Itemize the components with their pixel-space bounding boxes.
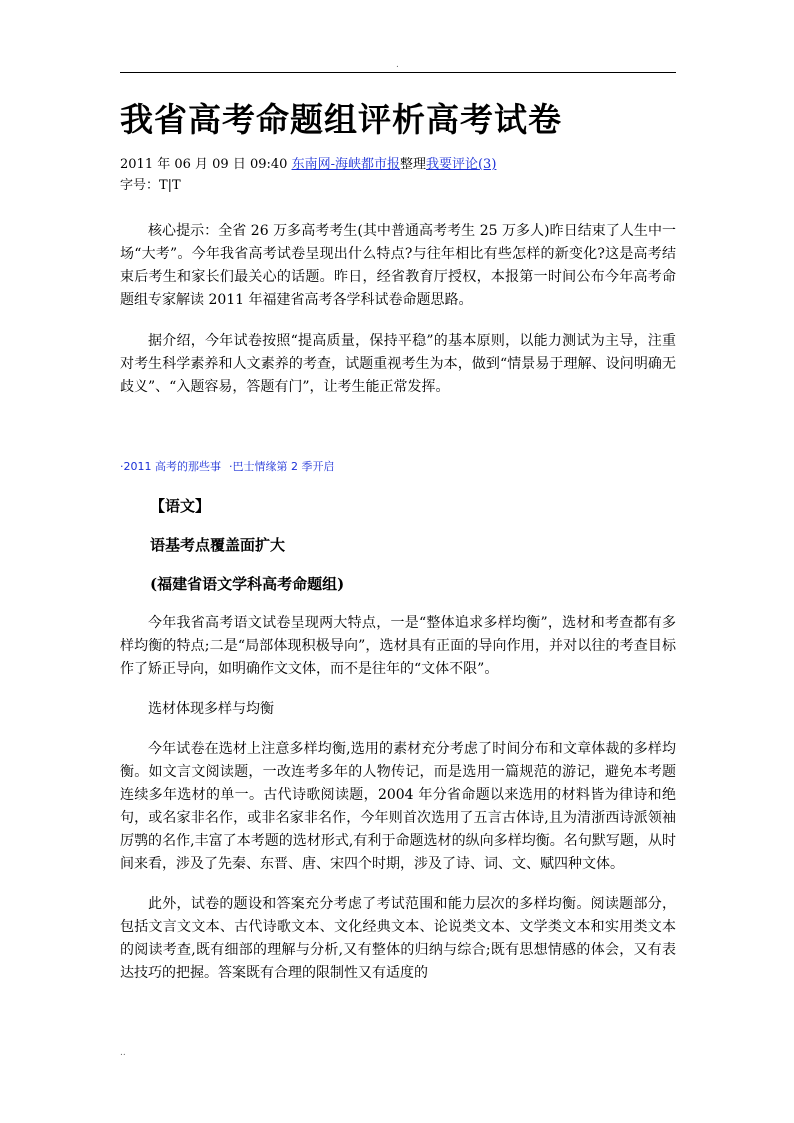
section-org: (福建省语文学科高考命题组)	[150, 575, 345, 593]
related-link-bus[interactable]: ·巴士情缘第 2 季开启	[229, 460, 335, 473]
chinese-paragraph-1: 今年我省高考语文试卷呈现两大特点，一是“整体追求多样均衡”，选材和考查都有多样均衡的特点;二是“局部体现积极导向”，选材具有正面的导向作用，并对以往的考查目标作了矫正导向，如明确作文文体，而不是往年的“文体不限”。	[120, 615, 676, 677]
related-link-gaokao[interactable]: ·2011 高考的那些事	[120, 460, 221, 473]
chinese-paragraph-3: 此外，试卷的题设和答案充分考虑了考试范围和能力层次的多样均衡。阅读题部分，包括文言文文本、古代诗歌文本、文化经典文本、论说类文本、文学类文本和实用类文本的阅读考查,既有细部的理解与分析,又有整体的归纳与综合;既有思想情感的体会，又有表达技巧的把握。答案既有合理的限制性又有适度的	[120, 896, 676, 981]
subheading-material: 选材体现多样与均衡	[148, 701, 274, 717]
intro-paragraph: 据介绍，今年试卷按照“提高质量，保持平稳”的基本原则，以能力测试为主导，注重对考生科学素养和人文素养的考查，试题重视考生为本，做到“情景易于理解、设问明确无歧义”、“入题容易，答题有门”，让考生能正常发挥。	[120, 333, 676, 395]
chinese-paragraph-2: 今年试卷在选材上注意多样均衡,选用的素材充分考虑了时间分布和文章体裁的多样均衡。如文言文阅读题，一改连考多年的人物传记，而是选用一篇规范的游记，避免本考题连续多年选材的单一。古代诗歌阅读题，2004 年分省命题以来选用的材料皆为律诗和绝句，或名家非名作，或非名家非名作，今年则首次选用了五言古体诗,且为清浙西诗派领袖厉鹗的名作,丰富了本考题的选材形式,有利于命题选材的纵向多样均衡。名句默写题，从时间来看，涉及了先秦、东晋、唐、宋四个时期，涉及了诗、词、文、赋四种文体。	[120, 741, 676, 872]
related-links	[120, 459, 676, 475]
section-label-chinese: 【语文】	[150, 497, 211, 515]
top-rule	[120, 72, 676, 73]
article-body	[120, 96, 676, 985]
article-meta	[120, 154, 676, 175]
footer-mark: ..	[120, 1048, 126, 1058]
section-subtitle: 语基考点覆盖面扩大	[150, 536, 286, 554]
font-size-control[interactable]: 字号：T|T	[120, 178, 181, 193]
header-mark: .	[396, 60, 399, 70]
core-summary: 核心提示：全省 26 万多高考考生(其中普通高考考生 25 万多人)昨日结束了人生中一场“大考”。今年我省高考试卷呈现出什么特点?与往年相比有些怎样的新变化?这是高考结束后考生和家长们最关心的话题。昨日，经省教育厅授权，本报第一时间公布今年高考命题组专家解读 2011 年福建省高考各学科试卷命题思路。	[120, 223, 676, 308]
page-title: 我省高考命题组评析高考试卷	[120, 100, 562, 139]
comment-link[interactable]: 我要评论(3)	[425, 157, 497, 172]
source-suffix: 整理	[399, 157, 426, 172]
source-link[interactable]: 东南网-海峡都市报	[291, 157, 400, 172]
publish-date: 2011 年 06 月 09 日 09:40	[120, 157, 292, 172]
